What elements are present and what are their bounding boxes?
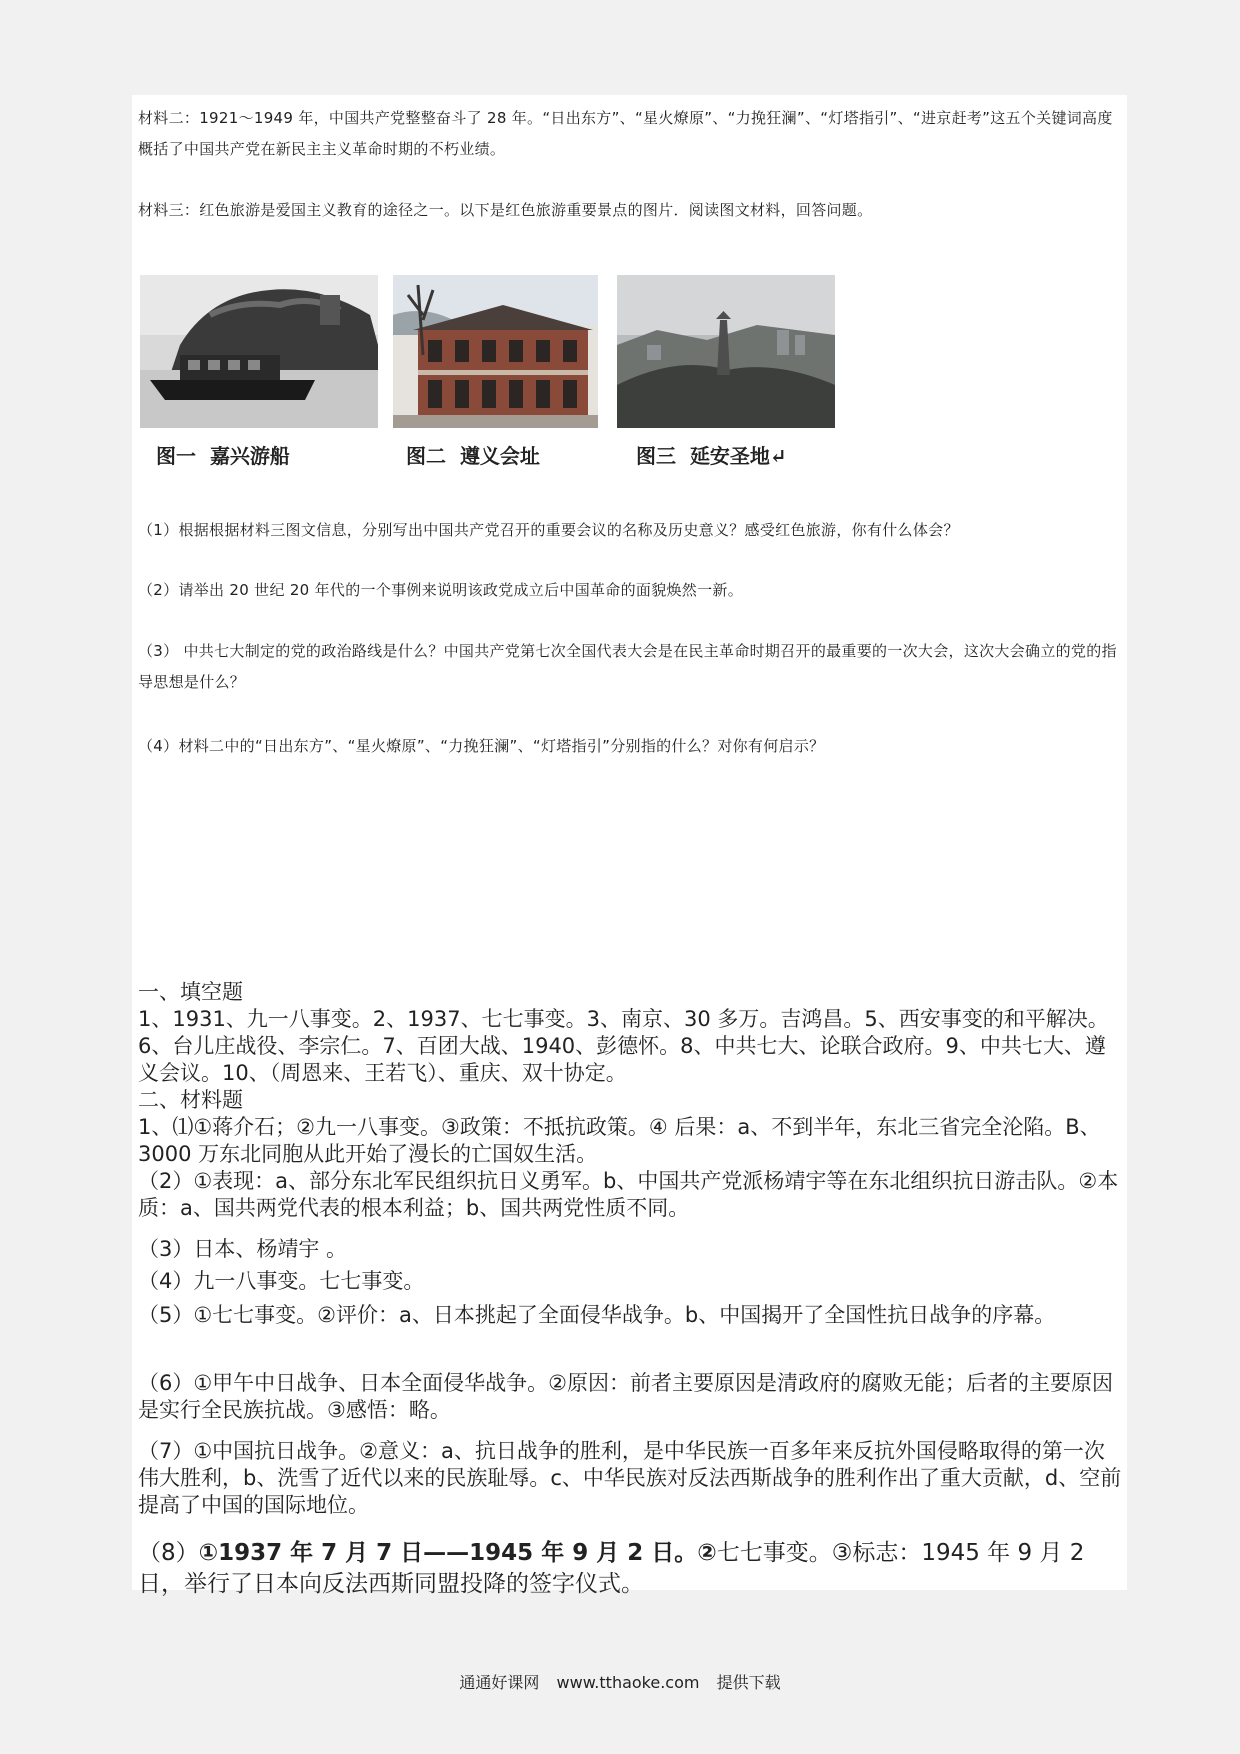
answer-item-4: （4）九一八事变。七七事变。: [138, 1269, 425, 1293]
material-three: 材料三：红色旅游是爱国主义教育的途径之一。以下是红色旅游重要景点的图片．阅读图文材料，回答问题。: [138, 201, 873, 219]
answer-item-5: （5）①七七事变。②评价：a、日本挑起了全面侵华战争。b、中国揭开了全国性抗日战争的序幕。: [138, 1303, 1056, 1327]
answer-item-1: 1、⑴①蒋介石；②九一八事变。③政策：不抵抗政策。④ 后果：a、不到半年，东北三省完全沦陷。B、3000 万东北同胞从此开始了漫长的亡国奴生活。: [138, 1115, 1101, 1166]
yanan-photo: [617, 275, 835, 428]
footer-url: www.tthaoke.com: [556, 1673, 700, 1692]
figure-caption-1: 图一 嘉兴游船: [156, 444, 290, 468]
answer-item-3: （3）日本、杨靖宇 。: [138, 1237, 348, 1261]
answer-item-6: （6）①甲午中日战争、日本全面侵华战争。②原因：前者主要原因是清政府的腐败无能；后者的主要原因是实行全民族抗战。③感悟：略。: [138, 1371, 1114, 1422]
footer: [0, 1670, 1240, 1693]
answer-item-8: （8）①1937 年 7 月 7 日——1945 年 9 月 2 日。②七七事变。③标志：1945 年 9 月 2 日，举行了日本向反法西斯同盟投降的签字仪式。: [138, 1540, 1085, 1597]
answers-section1-title: 一、填空题: [138, 980, 243, 1004]
answer-item-2: （2）①表现：a、部分东北军民组织抗日义勇军。b、中国共产党派杨靖宇等在东北组织抗日游击队。②本质：a、国共两党代表的根本利益；b、国共两党性质不同。: [138, 1169, 1119, 1220]
question-4: （4）材料二中的“日出东方”、“星火燎原”、“力挽狂澜”、“灯塔指引”分别指的什么？对你有何启示？: [138, 737, 825, 755]
answers-section1-text: 1、1931、九一八事变。2、1937、七七事变。3、南京、30 多万。吉鸿昌。5、西安事变的和平解决。6、台儿庄战役、李宗仁。7、百团大战、1940、彭德怀。8、中共七大、论联合政府。9、中共七大、遵义会议。10、（周恩来、王若飞）、重庆、双十协定。: [138, 1007, 1109, 1085]
zunyi-site-photo: [393, 275, 598, 428]
footer-site: 通通好课网: [459, 1673, 540, 1692]
answer-item-7: （7）①中国抗日战争。②意义：a、抗日战争的胜利，是中华民族一百多年来反抗外国侵略取得的第一次伟大胜利，b、洗雪了近代以来的民族耻辱。c、中华民族对反法西斯战争的胜利作出了重大贡献，d、空前提高了中国的国际地位。: [138, 1439, 1122, 1517]
question-3: （3） 中共七大制定的党的政治路线是什么？中国共产党第七次全国代表大会是在民主革命时期召开的最重要的一次大会，这次大会确立的党的指导思想是什么？: [138, 642, 1117, 691]
figure-caption-2: 图二 遵义会址: [406, 444, 540, 468]
answers-section2-title: 二、材料题: [138, 1088, 243, 1112]
jiaxing-boat-photo: [140, 275, 378, 428]
question-2: （2）请举出 20 世纪 20 年代的一个事例来说明该政党成立后中国革命的面貌焕然一新。: [138, 581, 743, 599]
figure-caption-3: 图三 延安圣地↵: [636, 444, 787, 468]
question-1: （1）根据根据材料三图文信息，分别写出中国共产党召开的重要会议的名称及历史意义？感受红色旅游，你有什么体会？: [138, 521, 959, 539]
material-two: 材料二：1921～1949 年，中国共产党整整奋斗了 28 年。“日出东方”、“星火燎原”、“力挽狂澜”、“灯塔指引”、“进京赶考”这五个关键词高度概括了中国共产党在新民主主义革命时期的不朽业绩。: [138, 109, 1113, 158]
footer-note: 提供下载: [716, 1673, 781, 1692]
